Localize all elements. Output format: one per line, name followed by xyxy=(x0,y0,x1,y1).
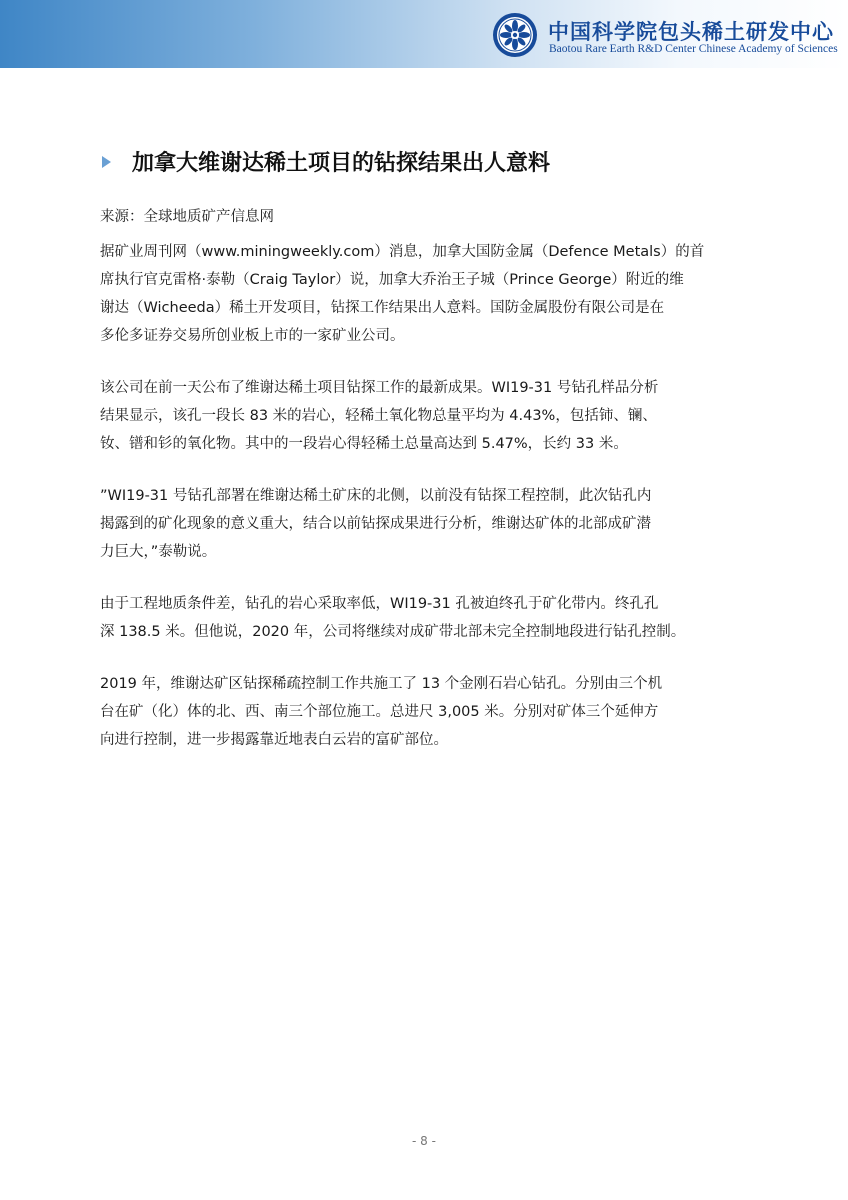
paragraph xyxy=(100,670,748,754)
org-name-en: Baotou Rare Earth R&D Center Chinese Academy of Sciences xyxy=(549,43,838,55)
text-line: 深 138.5 米。但他说，2020 年，公司将继续对成矿带北部未完全控制地段进行钻孔控制。 xyxy=(100,624,686,640)
paragraph xyxy=(100,238,748,350)
article-title: 加拿大维谢达稀土项目的钻探结果出人意料 xyxy=(132,151,551,176)
triangle-bullet-icon xyxy=(102,156,111,168)
article-body xyxy=(100,238,748,778)
page-number: - 8 - xyxy=(412,1134,436,1148)
text-line: 由于工程地质条件差，钻孔的岩心采取率低，WI19-31 孔被迫终孔于矿化带内。终孔孔 xyxy=(100,596,659,612)
org-logo xyxy=(490,10,844,60)
text-line: 结果显示，该孔一段长 83 米的岩心，轻稀土氧化物总量平均为 4.43%，包括铈、镧、 xyxy=(100,408,657,424)
paragraph xyxy=(100,590,748,646)
text-line: 谢达（Wicheeda）稀土开发项目，钻探工作结果出人意料。国防金属股份有限公司是在 xyxy=(100,300,665,316)
paragraph xyxy=(100,374,748,458)
text-line: 多伦多证券交易所创业板上市的一家矿业公司。 xyxy=(100,328,405,344)
text-line: 力巨大，”泰勒说。 xyxy=(100,544,217,560)
text-line: 钕、镨和钐的氧化物。其中的一段岩心得轻稀土总量高达到 5.47%，长约 33 米。 xyxy=(100,436,628,452)
text-line: 该公司在前一天公布了维谢达稀土项目钻探工作的最新成果。WI19-31 号钻孔样品分析 xyxy=(100,380,659,396)
org-name-cn: 中国科学院包头稀土研发中心 xyxy=(548,19,834,44)
text-line: 席执行官克雷格·泰勒（Craig Taylor）说，加拿大乔治王子城（Prince George）附近的维 xyxy=(100,272,684,288)
cas-emblem-icon xyxy=(492,12,538,58)
text-line: 台在矿（化）体的北、西、南三个部位施工。总进尺 3,005 米。分别对矿体三个延伸方 xyxy=(100,704,659,720)
paragraph xyxy=(100,482,748,566)
article-title-row xyxy=(102,146,762,182)
text-line: 揭露到的矿化现象的意义重大，结合以前钻探成果进行分析，维谢达矿体的北部成矿潜 xyxy=(100,516,651,532)
text-line: 2019 年，维谢达矿区钻探稀疏控制工作共施工了 13 个金刚石岩心钻孔。分别由三个机 xyxy=(100,676,663,692)
text-line: ”WI19-31 号钻孔部署在维谢达稀土矿床的北侧，以前没有钻探工程控制，此次钻孔内 xyxy=(100,488,652,504)
text-line: 据矿业周刊网（www.miningweekly.com）消息，加拿大国防金属（Defence Metals）的首 xyxy=(100,244,705,260)
text-line: 向进行控制，进一步揭露靠近地表白云岩的富矿部位。 xyxy=(100,732,448,748)
article-source: 来源：全球地质矿产信息网 xyxy=(100,209,274,225)
